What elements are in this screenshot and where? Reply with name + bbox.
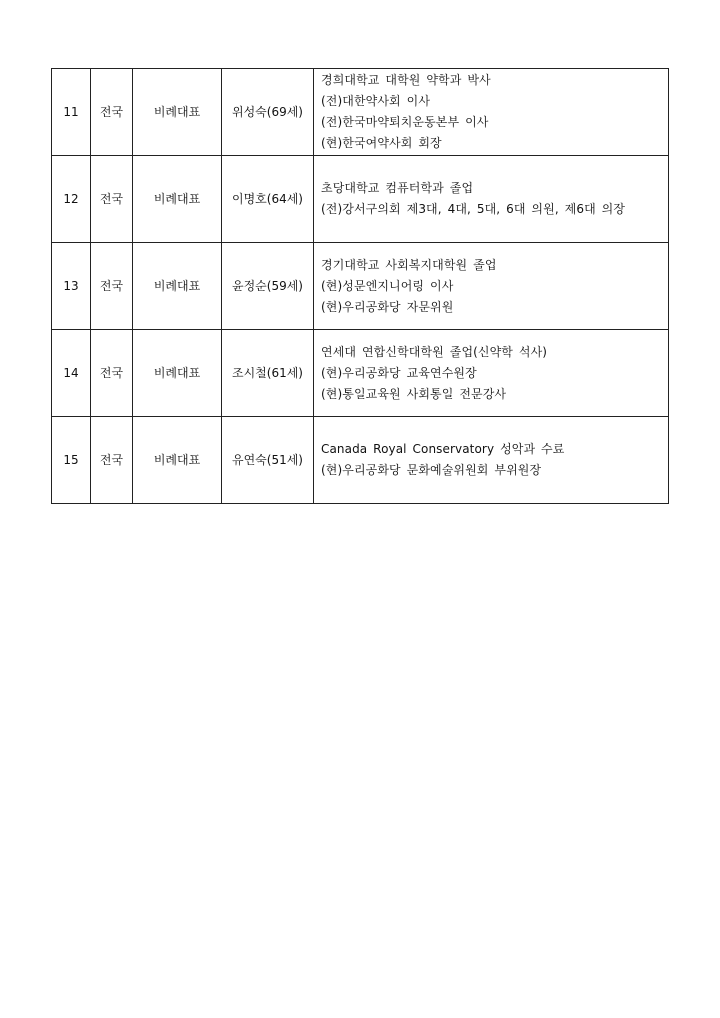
candidate-type: 비례대표 bbox=[133, 156, 222, 243]
table-row bbox=[52, 156, 669, 243]
candidate-region: 전국 bbox=[91, 243, 133, 330]
candidate-number: 12 bbox=[52, 156, 91, 243]
career-line: (현)우리공화당 자문위원 bbox=[321, 299, 454, 314]
career-line: 연세대 연합신학대학원 졸업(신약학 석사) bbox=[321, 344, 548, 359]
career-line: Canada Royal Conservatory 성악과 수료 bbox=[321, 442, 565, 456]
candidate-type: 비례대표 bbox=[133, 330, 222, 417]
candidate-region: 전국 bbox=[91, 156, 133, 243]
table-row bbox=[52, 417, 669, 504]
candidate-career bbox=[314, 69, 669, 156]
candidate-number: 11 bbox=[52, 69, 91, 156]
career-line: 경기대학교 사회복지대학원 졸업 bbox=[321, 257, 497, 272]
career-line: (현)우리공화당 교육연수원장 bbox=[321, 365, 477, 380]
career-line: (현)성문엔지니어링 이사 bbox=[321, 278, 454, 293]
career-line: 초당대학교 컴퓨터학과 졸업 bbox=[321, 181, 474, 195]
career-line: (전)대한약사회 이사 bbox=[321, 94, 431, 108]
candidate-region: 전국 bbox=[91, 417, 133, 504]
table-row bbox=[52, 69, 669, 156]
career-line: (현)한국여약사회 회장 bbox=[321, 136, 442, 150]
candidate-name: 조시철(61세) bbox=[222, 330, 314, 417]
candidate-career bbox=[314, 417, 669, 504]
candidate-type: 비례대표 bbox=[133, 243, 222, 330]
table-row bbox=[52, 243, 669, 330]
candidate-career bbox=[314, 243, 669, 330]
candidate-region: 전국 bbox=[91, 69, 133, 156]
career-line: 경희대학교 대학원 약학과 박사 bbox=[321, 73, 491, 87]
candidate-number: 13 bbox=[52, 243, 91, 330]
career-line: (현)우리공화당 문화예술위원회 부위원장 bbox=[321, 463, 542, 477]
candidate-name: 윤정순(59세) bbox=[222, 243, 314, 330]
candidate-region: 전국 bbox=[91, 330, 133, 417]
candidate-table bbox=[51, 68, 669, 504]
candidate-number: 14 bbox=[52, 330, 91, 417]
career-line: (전)강서구의회 제3대, 4대, 5대, 6대 의원, 제6대 의장 bbox=[321, 202, 626, 216]
candidate-name: 위성숙(69세) bbox=[222, 69, 314, 156]
candidate-type: 비례대표 bbox=[133, 417, 222, 504]
candidate-career bbox=[314, 330, 669, 417]
career-line: (전)한국마약퇴치운동본부 이사 bbox=[321, 115, 489, 129]
career-line: (현)통일교육원 사회통일 전문강사 bbox=[321, 386, 507, 401]
candidate-name: 유연숙(51세) bbox=[222, 417, 314, 504]
candidate-career bbox=[314, 156, 669, 243]
candidate-number: 15 bbox=[52, 417, 91, 504]
candidate-type: 비례대표 bbox=[133, 69, 222, 156]
table-row bbox=[52, 330, 669, 417]
candidate-name: 이명호(64세) bbox=[222, 156, 314, 243]
